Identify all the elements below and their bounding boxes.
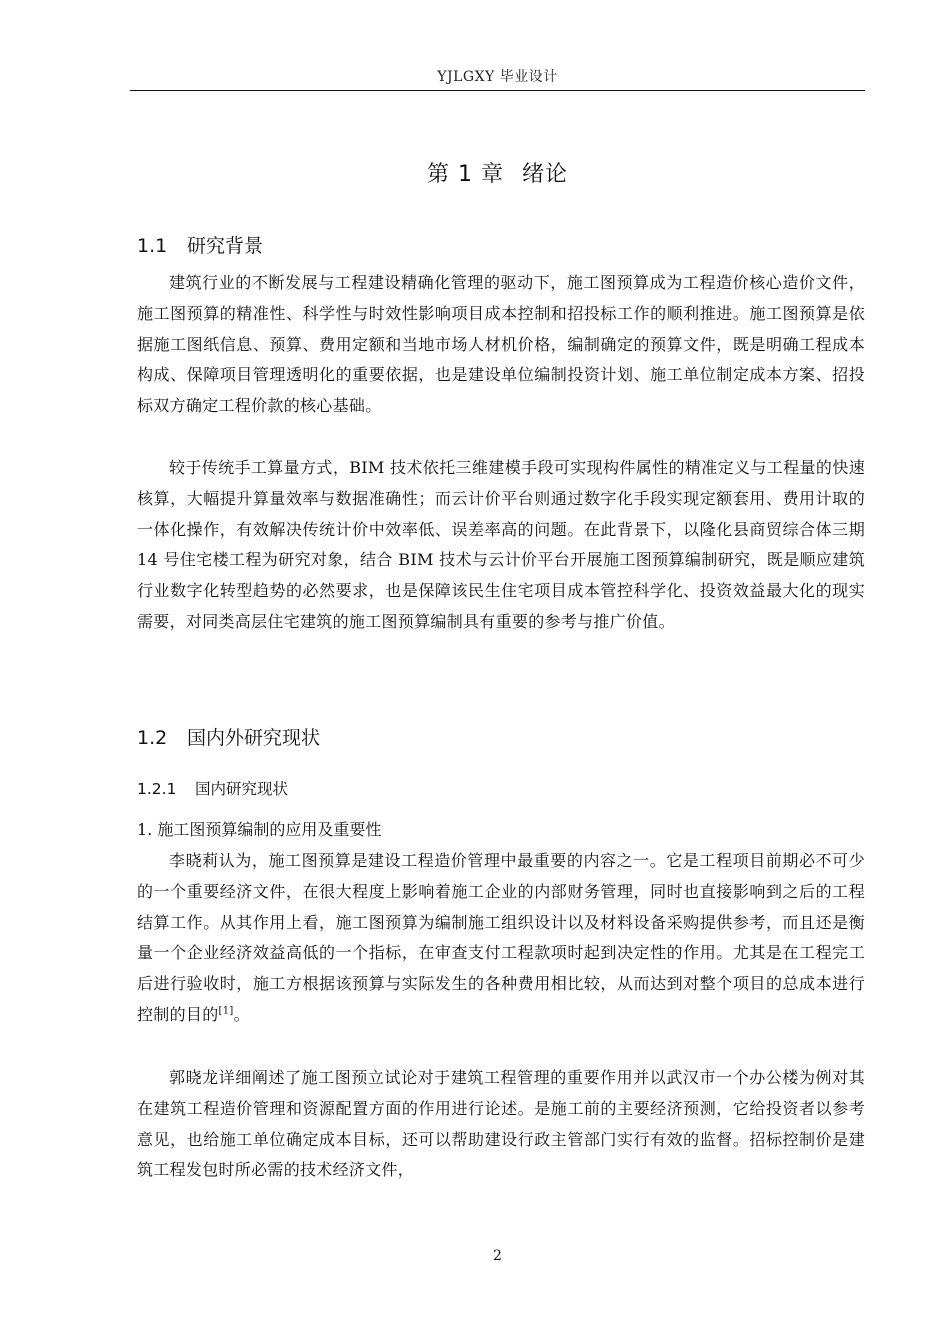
- citation-ref: [1]: [218, 1005, 234, 1017]
- paragraph-background-2: 较于传统手工算量方式，BIM 技术依托三维建模手段可实现构件属性的精准定义与工程量的快速核算，大幅提升算量效率与数据准确性；而云计价平台则通过数字化手段实现定额套用、费用计取的一体化操作，有效解决传统计价中效率低、误差率高的问题。在此背景下，以隆化县商贸综合体三期 14 号住宅楼工程为研究对象，结合 BIM 技术与云计价平台开展施工图预算编制研究，既是顺应建筑行业数字化转型趋势的必然要求，也是保障该民生住宅项目成本管控科学化、投资效益最大化的现实需要，对同类高层住宅建筑的施工图预算编制具有重要的参考与推广价值。: [137, 458, 865, 631]
- chapter-number: 第 1 章: [427, 162, 504, 187]
- paragraph-background-1: 建筑行业的不断发展与工程建设精确化管理的驱动下，施工图预算成为工程造价核心造价文件，施工图预算的精准性、科学性与时效性影响项目成本控制和招投标工作的顺利推进。施工图预算是依据施工图纸信息、预算、费用定额和当地市场人材机价格，编制确定的预算文件，既是明确工程成本构成、保障项目管理透明化的重要依据，也是建设单位编制投资计划、施工单位制定成本方案、招投标双方确定工程价款的核心基础。: [137, 273, 865, 416]
- subsection-title: 国内研究现状: [195, 780, 289, 798]
- section-number: 1.1: [137, 235, 168, 257]
- subsection-heading-1-2-1: [137, 777, 288, 799]
- chapter-title: [130, 157, 865, 188]
- section-number: 1.2: [137, 727, 168, 749]
- section-title: 国内外研究现状: [187, 727, 321, 749]
- header-rule: [130, 90, 865, 91]
- list-item-heading: 1. 施工图预算编制的应用及重要性: [137, 820, 382, 839]
- subsection-number: 1.2.1: [137, 780, 177, 798]
- page-number: 2: [493, 1248, 502, 1264]
- section-heading-1-1: [137, 231, 263, 258]
- page-header: YJLGXY 毕业设计: [437, 69, 558, 85]
- chapter-name: 绪论: [521, 162, 568, 187]
- section-title: 研究背景: [187, 235, 264, 257]
- paragraph-end: 。: [233, 1004, 250, 1024]
- paragraph-domestic-2: 郭晓龙详细阐述了施工图预立试论对于建筑工程管理的重要作用并以武汉市一个办公楼为例对其在建筑工程造价管理和资源配置方面的作用进行论述。是施工前的主要经济预测，它给投资者以参考意见，也给施工单位确定成本目标，还可以帮助建设行政主管部门实行有效的监督。招标控制价是建筑工程发包时所必需的技术经济文件，: [137, 1068, 865, 1180]
- paragraph-domestic-1: [137, 846, 865, 1031]
- paragraph-text: 李晓莉认为，施工图预算是建设工程造价管理中最重要的内容之一。它是工程项目前期必不可少的一个重要经济文件，在很大程度上影响着施工企业的内部财务管理，同时也直接影响到之后的工程结算工作。从其作用上看，施工图预算为编制施工组织设计以及材料设备采购提供参考，而且还是衡量一个企业经济效益高低的一个指标，在审查支付工程款项时起到决定性的作用。尤其是在工程完工后进行验收时，施工方根据该预算与实际发生的各种费用相比较，从而达到对整个项目的总成本进行控制的目的: [137, 851, 865, 1024]
- section-heading-1-2: [137, 723, 320, 750]
